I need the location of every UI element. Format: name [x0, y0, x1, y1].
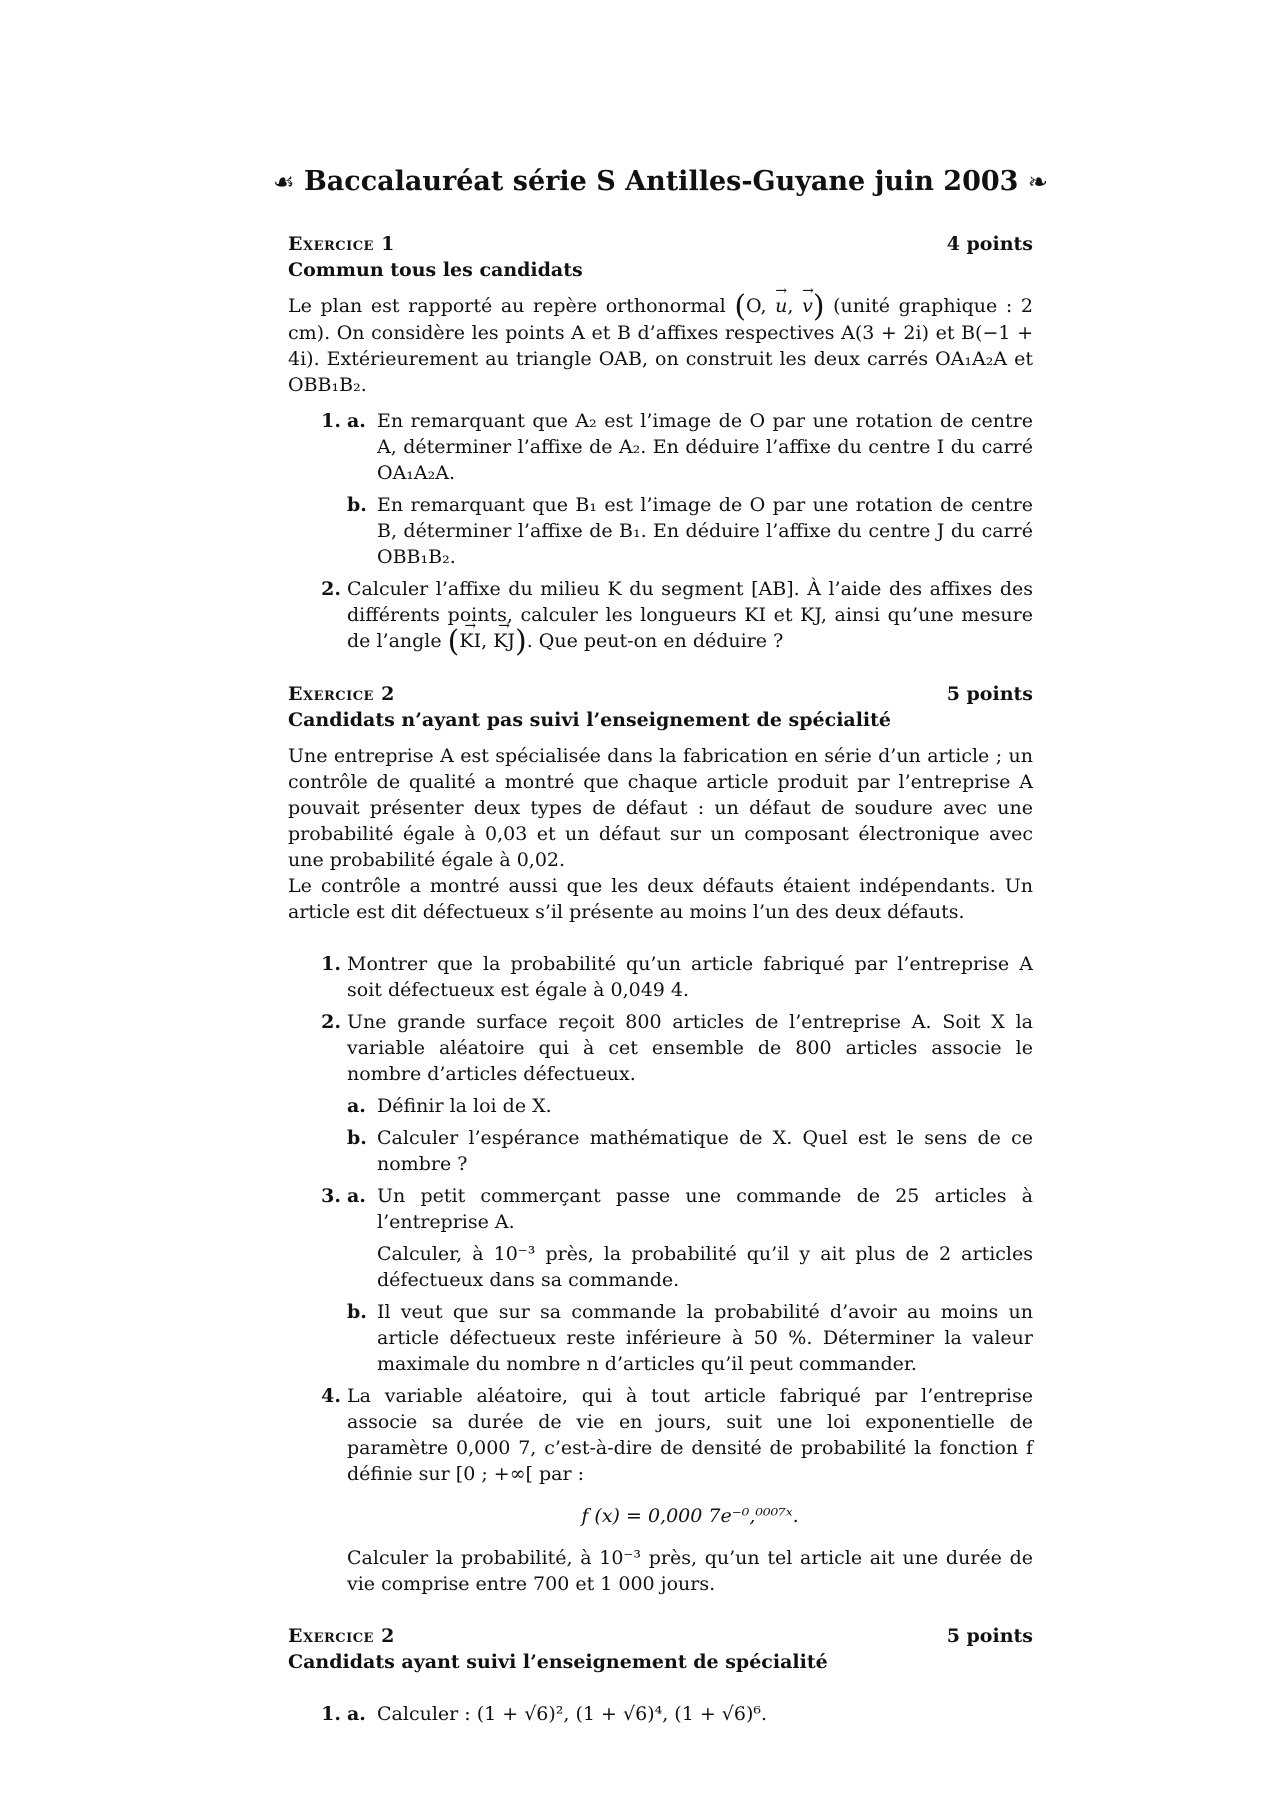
exercise-1-points: 4 points — [946, 233, 1033, 255]
ex2bis-question-1a: 1. a. Calculer : (1 + √6)², (1 + √6)⁴, (1 + √6)⁶. — [321, 1703, 768, 1725]
exercise-1-audience: Commun tous les candidats — [288, 259, 583, 281]
exercise-2-specialite — [288, 1623, 1033, 1727]
exercise-1 — [288, 231, 1033, 659]
ex2-question-3b: b. Il veut que sur sa commande la probabilité d’avoir au moins un article défectueux reste inférieure à 50 %. Déterminer la valeur maximale du nombre n d’articles qu’il peut commander. — [347, 1301, 1033, 1375]
exercise-2-audience: Candidats n’ayant pas suivi l’enseignement de spécialité — [288, 709, 892, 731]
ex1-question-1b: b. En remarquant que B₁ est l’image de O par une rotation de centre B, déterminer l’affixe de B₁. En déduire l’affixe du centre J du carré OBB₁B₂. — [347, 494, 1033, 568]
ex2-question-2a: a. Définir la loi de X. — [347, 1095, 552, 1117]
page-title — [248, 165, 1073, 199]
exercise-2 — [288, 681, 1033, 1597]
ornament-left-icon: ☙ — [273, 168, 295, 196]
ex1-question-2: 2. Calculer l’affixe du milieu K du segment [AB]. À l’aide des affixes des différents points, calculer les longueurs KI et KJ, ainsi qu’une mesure de l’angle (→ KI, → KJ). Que peut-on en déduire ? — [288, 576, 1033, 655]
ex1-question-1a: 1. a. En remarquant que A₂ est l’image de O par une rotation de centre A, déterminer l’affixe de A₂. En déduire l’affixe du centre I du carré OA₁A₂A. — [321, 410, 1033, 484]
ex2-question-4: 4. La variable aléatoire, qui à tout article fabriqué par l’entreprise associe sa durée de vie en jours, suit une loi exponentielle de paramètre 0,000 7, c’est-à-dire de densité de probabilité la fonction f définie sur [0 ; +∞[ par : f (x) = 0,000 7e⁻⁰,⁰⁰⁰⁷ˣ. Calculer la probabilité, à 10⁻³ près, qu’un tel article ait une durée de vie comprise entre 700 et 1 000 jours. — [321, 1385, 1033, 1595]
density-formula: f (x) = 0,000 7e⁻⁰,⁰⁰⁰⁷ˣ. — [581, 1505, 799, 1527]
exam-page — [273, 165, 1048, 1727]
exercise-2-intro: Une entreprise A est spécialisée dans la fabrication en série d’un article ; un contrôle de qualité a montré que chaque article produit par l’entreprise A pouvait présenter deux types de défaut : un défaut de soudure avec une probabilité égale à 0,03 et un défaut sur un composant électronique avec une probabilité égale à 0,02. — [288, 745, 1033, 871]
exercise-1-name: Exercice 1 — [288, 233, 395, 255]
exercise-2-name: Exercice 2 — [288, 683, 395, 705]
exercise-2-intro-2: Le contrôle a montré aussi que les deux défauts étaient indépendants. Un article est dit défectueux s’il présente au moins l’un des deux défauts. — [288, 875, 1033, 923]
ex2-question-2: 2. Une grande surface reçoit 800 articles de l’entreprise A. Soit X la variable aléatoire qui à cet ensemble de 800 articles associe le nombre d’articles défectueux. — [321, 1011, 1033, 1085]
ex2-question-3a: 3. a. Un petit commerçant passe une commande de 25 articles à l’entreprise A. Calculer, à 10⁻³ près, la probabilité qu’il y ait plus de 2 articles défectueux dans sa commande. — [321, 1185, 1033, 1291]
exercise-2bis-name: Exercice 2 — [288, 1625, 395, 1647]
ornament-right-icon: ❧ — [1027, 168, 1048, 196]
exercise-2bis-audience: Candidats ayant suivi l’enseignement de spécialité — [288, 1651, 828, 1673]
exercise-2bis-points: 5 points — [946, 1625, 1033, 1647]
exercise-2-points: 5 points — [946, 683, 1033, 705]
ex2-question-2b: b. Calculer l’espérance mathématique de X. Quel est le sens de ce nombre ? — [347, 1127, 1033, 1175]
ex2-question-1: 1. Montrer que la probabilité qu’un article fabriqué par l’entreprise A soit défectueux est égale à 0,049 4. — [321, 953, 1033, 1001]
exercise-1-intro: Le plan est rapporté au repère orthonormal (O, → u, → v) (unité graphique : 2 cm). On considère les points A et B d’affixes respectives A(3 + 2i) et B(−1 + 4i). Extérieurement au triangle OAB, on construit les deux carrés OA₁A₂A et OBB₁B₂. — [288, 293, 1033, 398]
title-text: Baccalauréat série S Antilles-Guyane juin 2003 — [303, 166, 1019, 197]
